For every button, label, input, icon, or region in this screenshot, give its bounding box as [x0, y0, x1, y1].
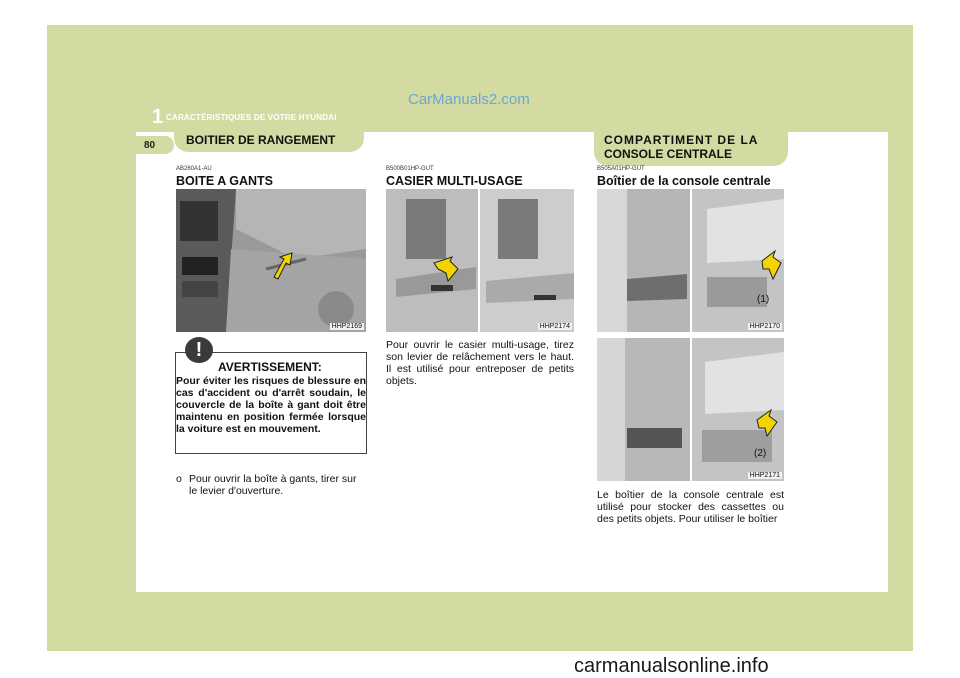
- callout-1: (1): [757, 294, 770, 305]
- section-title-right-line2: CONSOLE CENTRALE: [604, 147, 733, 161]
- warning-text: Pour éviter les risques de blessure en cas d'accident ou d'arrêt soudain, le couvercle de la boîte à gant doit être maintenu en position fermée lorsque la voiture est en mouvement.: [176, 375, 366, 435]
- section-code-console: B505A01HP-GUT: [597, 166, 645, 172]
- heading-storage: CASIER MULTI-USAGE: [386, 174, 523, 188]
- chapter-title: CARACTÉRISTIQUES DE VOTRE HYUNDAI: [166, 113, 337, 122]
- console-description: Le boîtier de la console centrale est utilisé pour stocker des cassettes ou des petits objets. Pour utiliser le boîtier: [597, 489, 784, 525]
- glovebox-illustration: [176, 189, 366, 332]
- heading-console: Boîtier de la console centrale: [597, 174, 771, 188]
- heading-glovebox: BOITE A GANTS: [176, 174, 273, 188]
- watermark-bottom[interactable]: carmanualsonline.info: [574, 655, 769, 677]
- photo-glovebox: [176, 189, 366, 332]
- photo-console-2: [597, 338, 784, 481]
- photo-label-hhp2170: HHP2170: [749, 323, 780, 330]
- photo-label-hhp2174: HHP2174: [539, 323, 570, 330]
- chapter-number: 1: [152, 106, 164, 128]
- warning-title: AVERTISSEMENT:: [218, 360, 322, 374]
- warning-exclamation-icon: !: [185, 337, 213, 363]
- bullet-item: [176, 473, 366, 497]
- photo-label-hhp2169: HHP2169: [331, 323, 362, 330]
- storage-illustration: [386, 189, 574, 332]
- section-code-storage: B500B01HP-GUT: [386, 166, 434, 172]
- storage-description: Pour ouvrir le casier multi-usage, tirez son levier de relâchement vers le haut. Il est utilisé pour entreposer de petits objets.: [386, 339, 574, 387]
- section-code-glovebox: AB260A1-AU: [176, 166, 212, 172]
- console-illustration-2: [597, 338, 784, 481]
- photo-console-1: [597, 189, 784, 332]
- bullet-text: Pour ouvrir la boîte à gants, tirer sur le levier d'ouverture.: [189, 473, 357, 497]
- section-title-right: [594, 130, 788, 166]
- page-number: 80: [144, 140, 156, 151]
- section-title-left: BOITIER DE RANGEMENT: [174, 130, 364, 152]
- console-illustration-1: [597, 189, 784, 332]
- bullet-marker: o: [176, 473, 182, 485]
- section-title-right-line1: COMPARTIMENT DE LA: [604, 133, 759, 147]
- photo-label-hhp2171: HHP2171: [749, 472, 780, 479]
- callout-2: (2): [754, 448, 767, 459]
- photo-storage: [386, 189, 574, 332]
- watermark-top[interactable]: CarManuals2.com: [408, 91, 530, 108]
